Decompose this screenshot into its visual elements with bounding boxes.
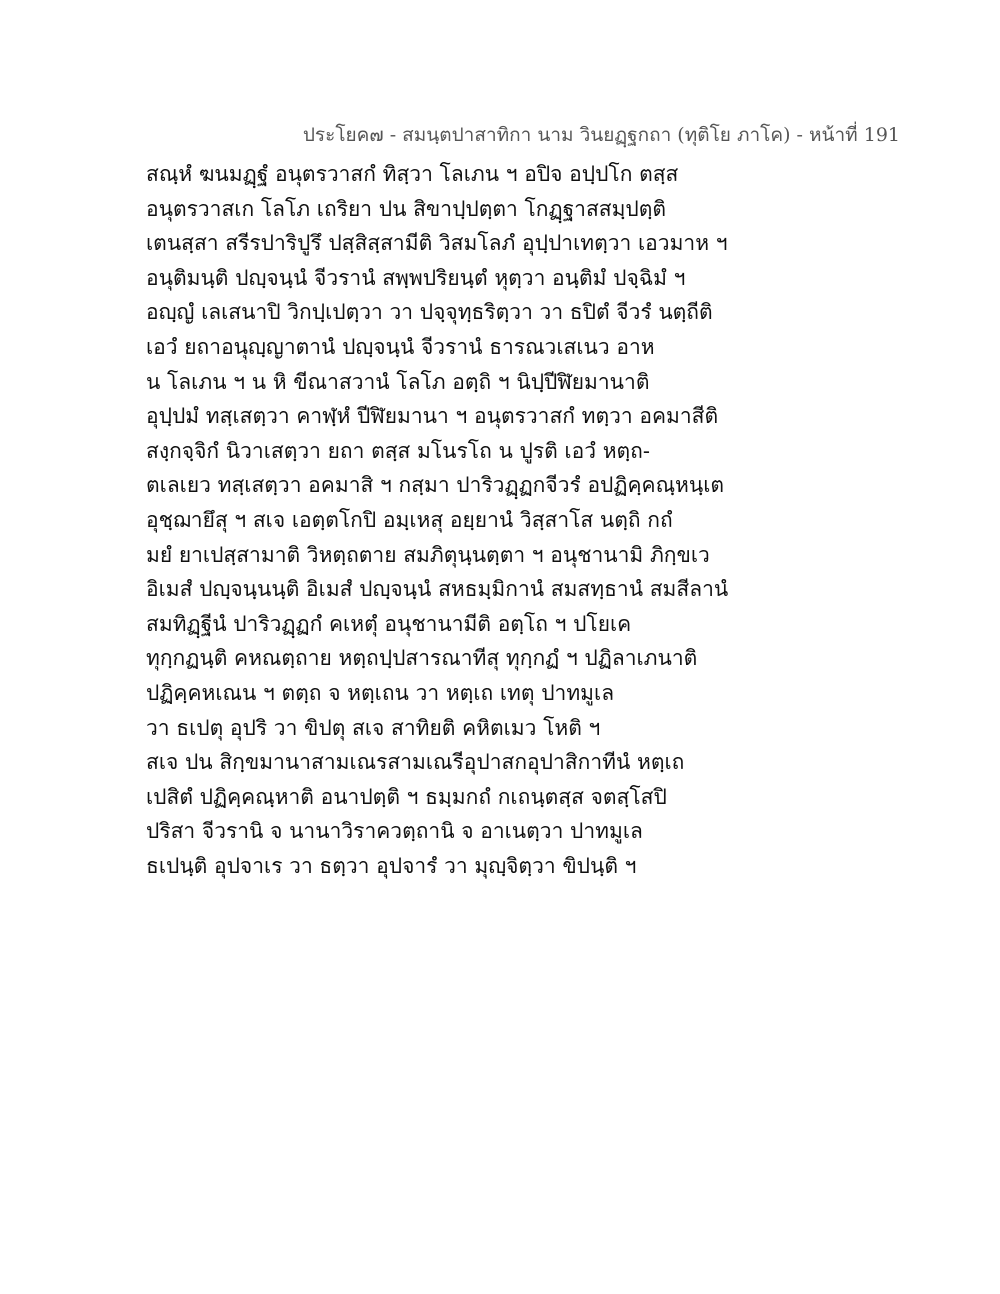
text-line: สงฺกจฺจิกํ นิวาเสตฺวา ยถา ตสฺส มโนรโถ น ปูรติ เอวํ หตฺถ- (146, 438, 650, 463)
text-line: อนุติมนฺติ ปญฺจนฺนํ จีวรานํ สพฺพปริยนฺตํ หุตฺวา อนฺติมํ ปจฺฉิมํ ฯ (146, 265, 686, 290)
text-line: ทุกฺกฏนฺติ คหณตฺถาย หตฺถปฺปสารณาทีสุ ทุกฺกฏํ ฯ ปฏิลาเภนาติ (146, 646, 698, 671)
text-line: อนุตรวาสเก โลโภ เถริยา ปน สิขาปฺปตฺตา โกฏฺฐาสสมฺปตฺติ (146, 196, 667, 221)
text-line: อุชฺฌายึสุ ฯ สเจ เอตฺตโกปิ อมฺเหสุ อยฺยานํ วิสฺสาโส นตฺถิ กถํ (146, 507, 673, 532)
text-line: เปสิตํ ปฏิคฺคณฺหาติ อนาปตฺติ ฯ ธมฺมกถํ กเถนฺตสฺส จตสฺโสปิ (146, 784, 667, 809)
text-line: อิเมสํ ปญฺจนฺนนฺติ อิเมสํ ปญฺจนฺนํ สหธมฺมิกานํ สมสทฺธานํ สมสีลานํ (146, 577, 729, 602)
text-line: เตนสฺสา สรีรปาริปูรึ ปสฺสิสฺสามีติ วิสมโลภํ อุปฺปาเทตฺวา เอวมาห ฯ (146, 231, 728, 256)
page-header: ประโยค๗ - สมนฺตปาสาทิกา นาม วินยฏฺฐกถา (ทุติโย ภาโค) - หน้าที่ 191 (302, 124, 900, 146)
text-line: น โลเภน ฯ น หิ ขีณาสวานํ โลโภ อตฺถิ ฯ นิปฺปีฬิยมานาติ (146, 369, 650, 394)
text-line: สณฺหํ ฆนมฏฺฐํ อนุตรวาสกํ ทิสฺวา โลเภน ฯ อปิจ อปฺปโก ตสฺส (146, 162, 679, 186)
text-line: อุปฺปมํ ทสฺเสตฺวา คาฬฺหํ ปีฬิยมานา ฯ อนุตรวาสกํ ทตฺวา อคมาสีติ (146, 404, 719, 429)
text-line: วา ธเปตุ อุปริ วา ขิปตุ สเจ สาทิยติ คหิตเมว โหติ ฯ (146, 715, 601, 740)
text-line: สเจ ปน สิกฺขมานาสามเณรสามเณรีอุปาสกอุปาสิกาทีนํ หตฺเถ (146, 750, 685, 775)
text-line: เอวํ ยถาอนุญฺญาตานํ ปญฺจนฺนํ จีวรานํ ธารณวเสเนว อาห (146, 334, 655, 359)
text-line: ธเปนฺติ อุปจาเร วา ธตฺวา อุปจารํ วา มุญฺจิตฺวา ขิปนฺติ ฯ (146, 853, 637, 878)
body-text (146, 157, 866, 883)
text-line: สมทิฏฺฐีนํ ปาริวฏฺฏกํ คเหตุํ อนุชานามีติ อตฺโถ ฯ ปโยเค (146, 611, 632, 636)
text-line: อญฺญํ เลเสนาปิ วิกปฺเปตฺวา วา ปจฺจุทฺธริตฺวา วา ธปิตํ จีวรํ นตฺถีติ (146, 300, 713, 325)
text-line: มยํ ยาเปสฺสามาติ วิหตฺถตาย สมภิตุนฺนตฺตา ฯ อนุชานามิ ภิกฺขเว (146, 542, 710, 567)
text-line: ตเลเยว ทสฺเสตฺวา อคมาสิ ฯ กสฺมา ปาริวฏฺฏกจีวรํ อปฏิคฺคณฺหนฺเต (146, 473, 725, 498)
text-line: ปริสา จีวรานิ จ นานาวิราควตฺถานิ จ อาเนตฺวา ปาทมูเล (146, 819, 643, 844)
text-line: ปฏิคฺคหเณน ฯ ตตฺถ จ หตฺเถน วา หตฺเถ เทตุ ปาทมูเล (146, 680, 615, 705)
